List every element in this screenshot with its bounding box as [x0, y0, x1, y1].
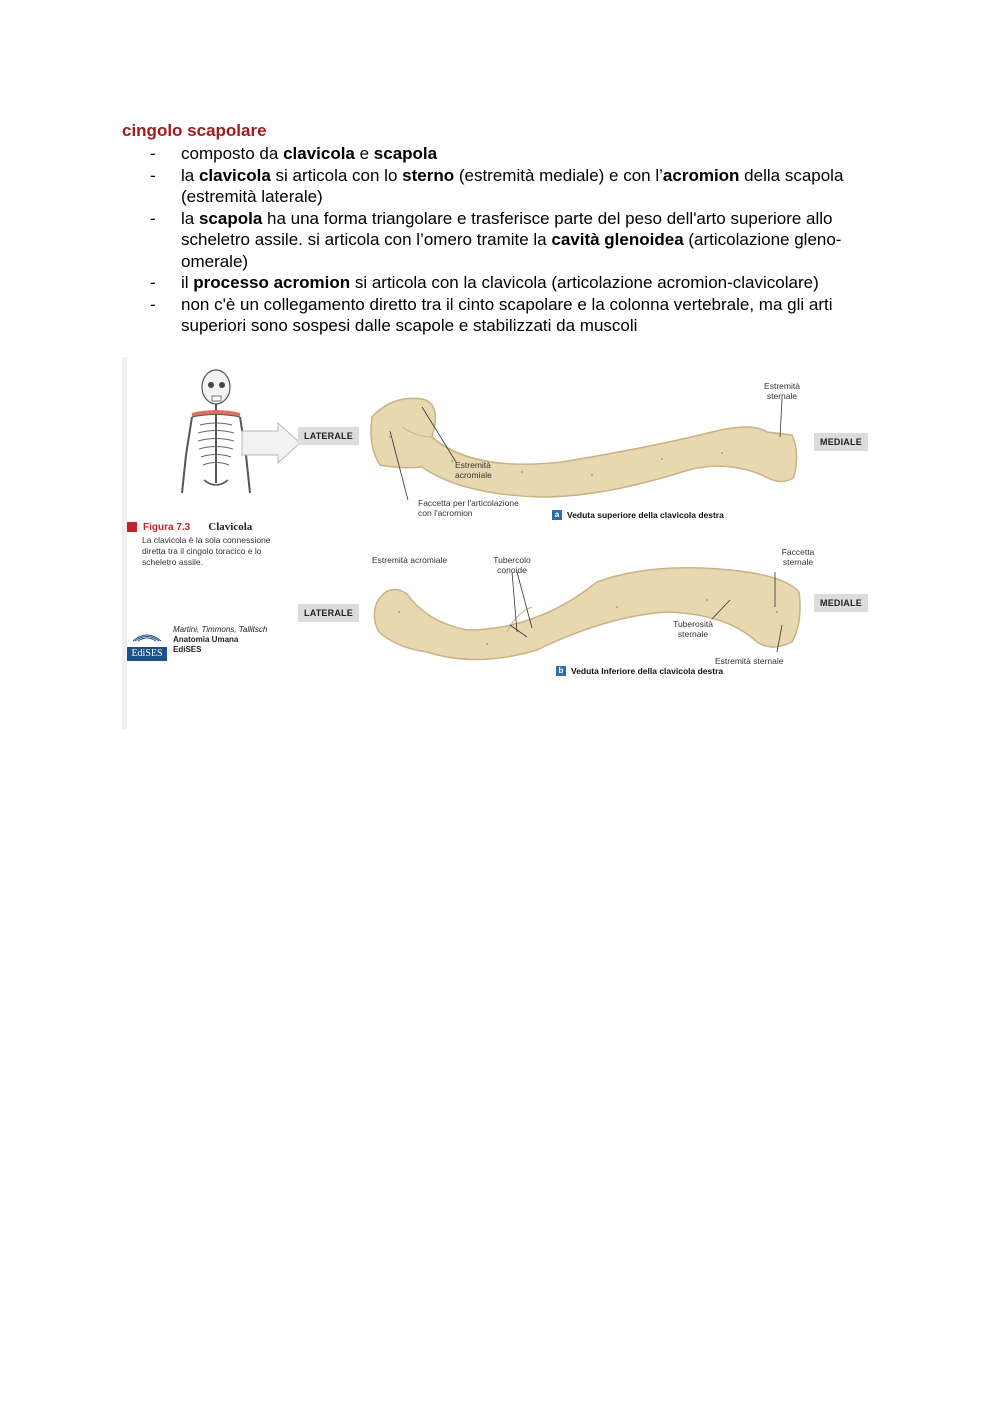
bullet-dash: -: [150, 165, 156, 185]
view-title-superior: a Veduta superiore della clavicola destra: [552, 510, 724, 520]
bullet-text: la: [181, 208, 199, 228]
bullet-dash: -: [150, 208, 156, 228]
edises-logo: EdiSES: [127, 625, 167, 661]
section-heading: cingolo scapolare: [122, 121, 267, 140]
bullet-item: [122, 272, 902, 294]
figure-caption-text: La clavicola è la sola connessione diretta tra il cingolo toracico e lo scheletro assile.: [142, 535, 271, 567]
view-badge-b: b: [556, 666, 566, 676]
label-sternal-end-bottom: Estremità sternale: [715, 656, 784, 666]
bullet-dash: -: [150, 273, 156, 292]
label-acromial-end-top: Estremità acromiale: [455, 460, 492, 480]
bold-term: clavicola: [283, 144, 355, 163]
bullet-text: si articola con lo: [270, 165, 403, 185]
bullet-text: ha una forma triangolare e trasferisce parte del peso dell'arto superiore allo scheletro assile. si articola con l’omero tramite la: [181, 208, 833, 249]
publisher-authors: Martini, Timmons, Tallitsch: [173, 625, 268, 634]
tag-medial-top: MEDIALE: [814, 433, 868, 451]
clavicle-figure: [122, 357, 880, 729]
bullet-list: [122, 143, 902, 337]
bold-term: cavità glenoidea: [551, 230, 684, 249]
publisher-book: Anatomia Umana: [173, 635, 239, 644]
bullet-text: non c'è un collegamento diretto tra il cinto scapolare e la colonna vertebrale, ma gli arti superiori sono sospesi dalle scapole e stabilizzati da muscoli: [181, 294, 833, 335]
caption-marker: [127, 522, 137, 532]
tag-lateral-bottom: LATERALE: [298, 604, 359, 622]
figure-caption-heading: Figura 7.3 Clavicola: [127, 521, 252, 533]
bullet-item: [122, 208, 902, 273]
tag-lateral-top: LATERALE: [298, 427, 359, 445]
bullet-text: (estremità mediale) e con l’: [454, 165, 663, 185]
bold-term: clavicola: [198, 165, 271, 185]
bullet-text: il: [181, 273, 194, 292]
label-sternal-end-top: Estremità sternale: [764, 381, 800, 401]
bold-term: acromion: [662, 165, 740, 185]
publisher-name: EdiSES: [173, 645, 202, 654]
bullet-dash: -: [150, 294, 156, 314]
caption-name: Clavicola: [208, 521, 253, 533]
bullet-dash: -: [150, 144, 156, 163]
bold-term: sterno: [402, 165, 455, 185]
bold-term: processo acromion: [193, 273, 351, 292]
bullet-text: la: [181, 165, 199, 185]
view-title-inferior: b Veduta Inferiore della clavicola destra: [556, 666, 723, 676]
view-badge-a: a: [552, 510, 562, 520]
publisher-block: [127, 625, 267, 661]
label-conoid-tubercle: Tubercolo conoide: [493, 555, 531, 575]
bold-term: scapola: [198, 208, 263, 228]
label-acromial-end-bottom: Estremità acromiale: [372, 555, 448, 565]
bold-term: scapola: [373, 144, 438, 163]
label-sternal-facet: Faccetta sternale: [781, 547, 815, 567]
bullet-text: della scapola (estremità laterale): [181, 165, 844, 206]
bullet-text: composto da: [181, 144, 284, 163]
bullet-item: [122, 165, 902, 208]
label-facet-acromion: Faccetta per l'articolazione con l'acromion: [418, 498, 519, 518]
bullet-text: e: [354, 144, 374, 163]
bullet-item: [122, 143, 902, 165]
bullet-text: si articola con la clavicola (articolazione acromion-clavicolare): [350, 273, 819, 292]
bullet-text: (articolazione gleno-omerale): [181, 230, 842, 271]
label-sternal-tuberosity: Tuberosità sternale: [673, 619, 713, 639]
tag-medial-bottom: MEDIALE: [814, 594, 868, 612]
bullet-item: [122, 294, 902, 337]
